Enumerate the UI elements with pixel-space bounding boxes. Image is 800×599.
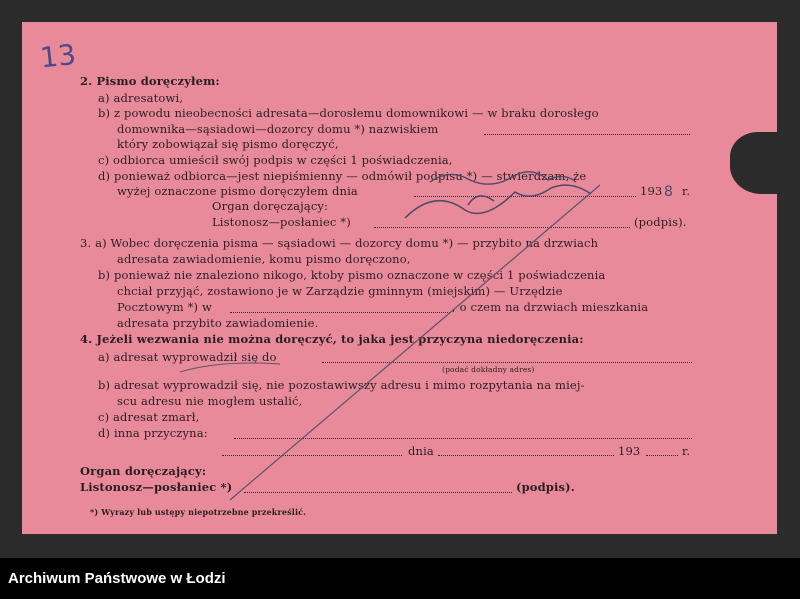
archive-footer [0,558,800,599]
section-4-dnia: dnia [408,444,434,458]
date-handwriting [430,172,576,184]
section-4-d: d) inna przyczyna: [98,426,208,440]
cancel-stroke-small [180,363,280,372]
section-3-a-line1: 3. a) Wobec doręczenia pisma — sąsiadowi — dozorcy domu *) — przybito na drzwiach [80,236,599,250]
section-2-c: c) odbiorca umieścił swój podpis w części 1 poświadczenia, [98,153,453,167]
section-3-b-line4: adresata przybito zawiadomienie. [117,316,319,330]
section-3-b-line3b: , o czem na drzwiach mieszkania [452,300,649,314]
cancel-stroke [230,185,600,500]
section-3-b-line1: b) ponieważ nie znaleziono nikogo, ktoby pismo oznaczone w części 1 poświadczenia [98,268,606,282]
section-3-b-line3a: Pocztowym *) w [117,300,212,314]
section-2-b-line3: który zobowiązał się pismo doręczyć, [117,137,339,151]
section-2-year-end: r. [682,184,691,198]
section-4-year-end: r. [682,444,691,458]
section-4-c: c) adresat zmarł, [98,410,200,424]
year-handwriting: 8 [664,184,673,200]
section-3-a-line2: adresata zawiadomienie, komu pismo doręczono, [117,252,411,266]
section-4-b-line2: scu adresu nie mogłem ustalić, [117,394,303,408]
archive-label: Archiwum Państwowe w Łodzi [8,570,226,587]
section-4-heading: 4. Jeżeli wezwania nie można doręczyć, to jaka jest przyczyna niedoręczenia: [80,332,584,346]
address-hint: (podać dokładny adres) [442,365,535,374]
section-2-b-line2: domownika—sąsiadowi—dozorcy domu *) nazwiskiem [117,122,439,136]
section-4-b-line1: b) adresat wyprowadził się, nie pozostawiwszy adresu i mimo rozpytania na miej- [98,378,585,392]
section-2-podpis: (podpis). [634,215,687,229]
footnote: *) Wyrazy lub ustępy niepotrzebne przekreślić. [90,507,307,517]
bottom-podpis: (podpis). [516,480,575,494]
page-number-handwritten: 13 [38,37,78,75]
section-2-heading: 2. Pismo doręczyłem: [80,74,220,88]
section-3-b-line2: chciał przyjąć, zostawiono je w Zarządzie gminnym (miejskim) — Urzędzie [117,284,563,298]
section-2-listonosz: Listonosz—posłaniec *) [212,215,351,229]
section-4-year: 193 [618,444,641,458]
section-4-a: a) adresat wyprowadził się do [98,350,277,364]
section-2-d-line2: wyżej oznaczone pismo doręczyłem dnia [117,184,358,198]
bottom-listonosz: Listonosz—posłaniec *) [80,480,233,494]
section-2-a: a) adresatowi, [98,91,184,105]
section-2-year: 193 [640,184,663,198]
section-2-organ: Organ doręczający: [212,199,329,213]
section-2-d-line1: d) ponieważ odbiorca—jest niepiśmienny — odmówił podpisu *) — stwierdzam, że [98,169,587,183]
section-2-b-line1: b) z powodu nieobecności adresata—dorosłemu domownikowi — w braku dorosłego [98,106,599,120]
bottom-organ: Organ doręczający: [80,464,207,478]
signature-handwriting [405,185,591,218]
